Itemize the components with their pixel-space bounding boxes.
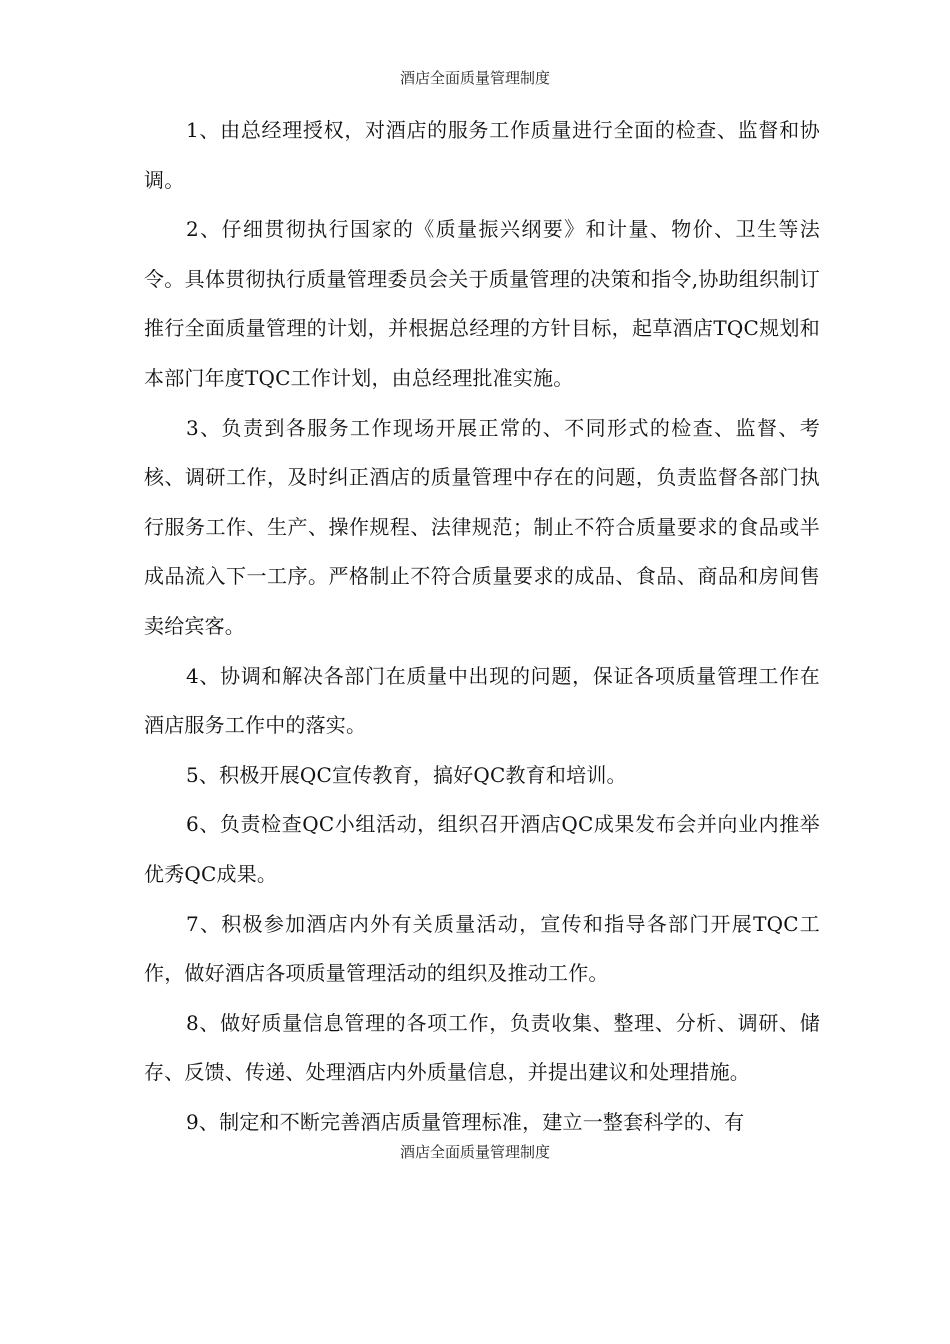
paragraph-4: 4、协调和解决各部门在质量中出现的问题，保证各项质量管理工作在酒店服务工作中的落实。: [144, 663, 820, 738]
page-header: 酒店全面质量管理制度: [399, 69, 550, 87]
paragraph-7: 7、积极参加酒店内外有关质量活动，宣传和指导各部门开展TQC工作，做好酒店各项质量管理活动的组织及推动工作。: [144, 911, 820, 986]
page-footer: 酒店全面质量管理制度: [399, 1143, 550, 1161]
paragraph-6: 6、负责检查QC小组活动，组织召开酒店QC成果发布会并向业内推举优秀QC成果。: [144, 812, 820, 886]
paragraph-8: 8、做好质量信息管理的各项工作，负责收集、整理、分析、调研、储存、反馈、传递、处理酒店内外质量信息，并提出建议和处理措施。: [144, 1010, 820, 1085]
paragraph-2: 2、仔细贯彻执行国家的《质量振兴纲要》和计量、物价、卫生等法令。具体贯彻执行质量管理委员会关于质量管理的决策和指令,协助组织制订推行全面质量管理的计划，并根据总经理的方针目标，起草酒店TQC规划和本部门年度TQC工作计划，由总经理批准实施。: [144, 217, 820, 390]
paragraph-1: 1、由总经理授权，对酒店的服务工作质量进行全面的检查、监督和协调。: [144, 118, 820, 192]
document-body: [144, 106, 820, 1147]
paragraph-5: 5、积极开展QC宣传教育，搞好QC教育和培训。: [186, 762, 627, 787]
paragraph-9: 9、制定和不断完善酒店质量管理标准，建立一整套科学的、有: [186, 1109, 745, 1134]
paragraph-3: 3、负责到各服务工作现场开展正常的、不同形式的检查、监督、考核、调研工作，及时纠正酒店的质量管理中存在的问题，负责监督各部门执行服务工作、生产、操作规程、法律规范；制止不符合质量要求的食品或半成品流入下一工序。严格制止不符合质量要求的成品、食品、商品和房间售卖给宾客。: [144, 415, 820, 638]
